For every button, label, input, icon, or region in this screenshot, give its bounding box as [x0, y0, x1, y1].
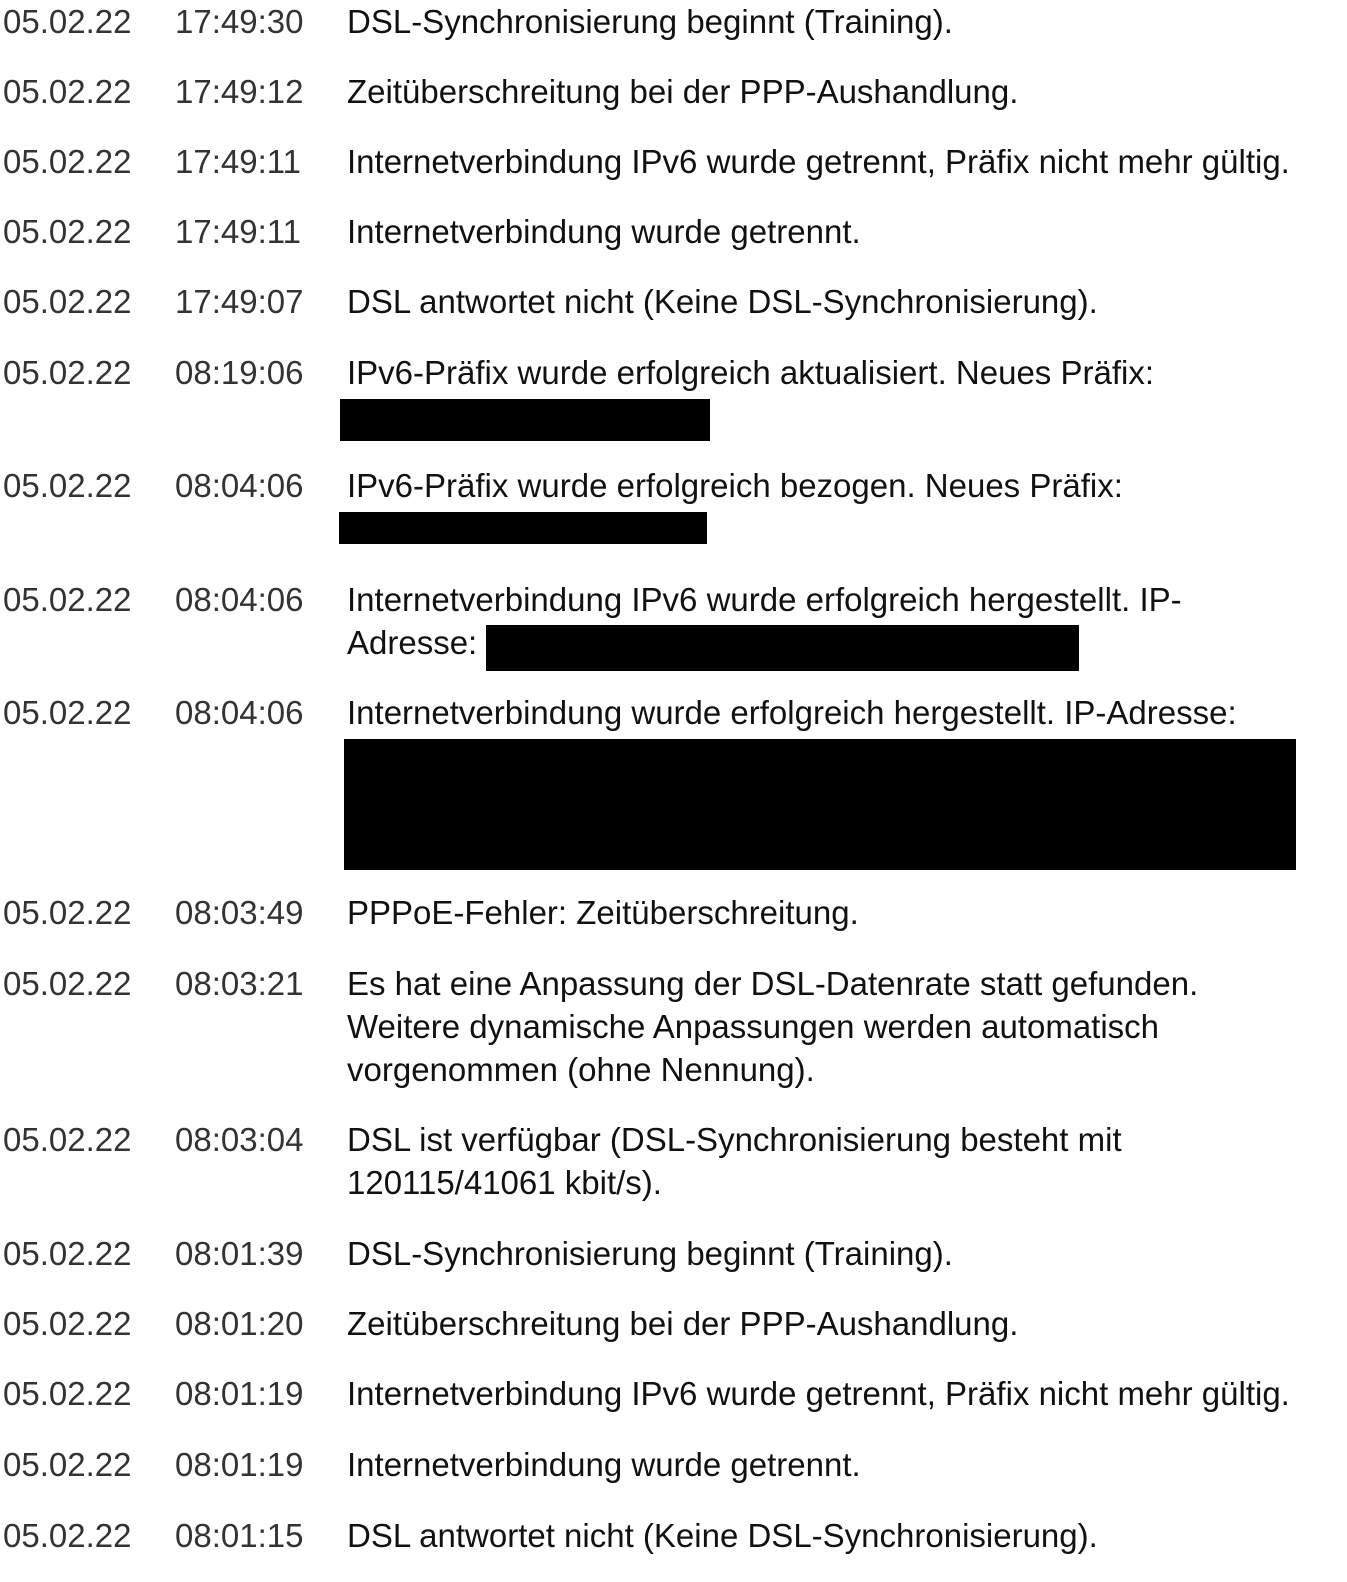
log-date: 05.02.22: [3, 965, 132, 1002]
log-date: 05.02.22: [3, 1517, 132, 1554]
log-date: 05.02.22: [3, 213, 132, 250]
log-time: 17:49:11: [175, 143, 302, 180]
log-message: DSL-Synchronisierung beginnt (Training).: [347, 1235, 953, 1272]
log-message: Es hat eine Anpassung der DSL-Datenrate statt gefunden. Weitere dynamische Anpassungen werden automatisch vorgenommen (ohne Nennung).: [347, 965, 1199, 1088]
log-message: DSL ist verfügbar (DSL-Synchronisierung besteht mit 120115/41061 kbit/s).: [347, 1121, 1122, 1201]
log-time: 08:03:04: [175, 1121, 304, 1158]
log-time: 08:03:21: [175, 965, 304, 1002]
log-date: 05.02.22: [3, 283, 132, 320]
log-message: Zeitüberschreitung bei der PPP-Aushandlung.: [347, 73, 1019, 110]
log-time: 08:04:06: [175, 581, 304, 618]
log-date: 05.02.22: [3, 354, 132, 391]
log-date: 05.02.22: [3, 581, 132, 618]
log-date: 05.02.22: [3, 1375, 132, 1412]
log-time: 17:49:12: [175, 73, 304, 110]
log-message: IPv6-Präfix wurde erfolgreich bezogen. Neues Präfix:: [347, 467, 1123, 504]
log-time: 08:01:19: [175, 1375, 304, 1412]
log-time: 08:04:06: [175, 694, 304, 731]
log-time: 17:49:30: [175, 3, 304, 40]
log-message: Internetverbindung wurde erfolgreich hergestellt. IP-Adresse:: [347, 694, 1237, 731]
log-date: 05.02.22: [3, 3, 132, 40]
log-date: 05.02.22: [3, 1446, 132, 1483]
log-date: 05.02.22: [3, 1235, 132, 1272]
log-date: 05.02.22: [3, 73, 132, 110]
log-message: DSL antwortet nicht (Keine DSL-Synchronisierung).: [347, 283, 1098, 320]
log-time: 17:49:11: [175, 213, 302, 250]
log-time: 17:49:07: [175, 283, 304, 320]
log-date: 05.02.22: [3, 1305, 132, 1342]
redaction-block-prefix: [339, 512, 707, 544]
log-message: Internetverbindung IPv6 wurde erfolgreich hergestellt. IP- Adresse:: [347, 581, 1182, 661]
log-message: Internetverbindung wurde getrennt.: [347, 213, 861, 250]
log-time: 08:19:06: [175, 354, 304, 391]
log-message: Internetverbindung wurde getrennt.: [347, 1446, 861, 1483]
log-date: 05.02.22: [3, 1121, 132, 1158]
log-date: 05.02.22: [3, 694, 132, 731]
log-message: DSL-Synchronisierung beginnt (Training).: [347, 3, 953, 40]
log-date: 05.02.22: [3, 894, 132, 931]
log-date: 05.02.22: [3, 143, 132, 180]
log-time: 08:01:39: [175, 1235, 304, 1272]
log-date: 05.02.22: [3, 467, 132, 504]
log-time: 08:01:15: [175, 1517, 304, 1554]
log-time: 08:01:19: [175, 1446, 304, 1483]
log-message: IPv6-Präfix wurde erfolgreich aktualisiert. Neues Präfix:: [347, 354, 1154, 391]
log-message: Zeitüberschreitung bei der PPP-Aushandlung.: [347, 1305, 1019, 1342]
redaction-block-ip-address: [344, 739, 1296, 870]
log-time: 08:03:49: [175, 894, 304, 931]
log-time: 08:01:20: [175, 1305, 304, 1342]
log-time: 08:04:06: [175, 467, 304, 504]
redaction-block-ipv6-address: [486, 625, 1079, 671]
log-message: PPPoE-Fehler: Zeitüberschreitung.: [347, 894, 859, 931]
log-message: Internetverbindung IPv6 wurde getrennt, Präfix nicht mehr gültig.: [347, 143, 1290, 180]
redaction-block-prefix: [340, 399, 710, 441]
log-message: DSL antwortet nicht (Keine DSL-Synchronisierung).: [347, 1517, 1098, 1554]
log-message: Internetverbindung IPv6 wurde getrennt, Präfix nicht mehr gültig.: [347, 1375, 1290, 1412]
